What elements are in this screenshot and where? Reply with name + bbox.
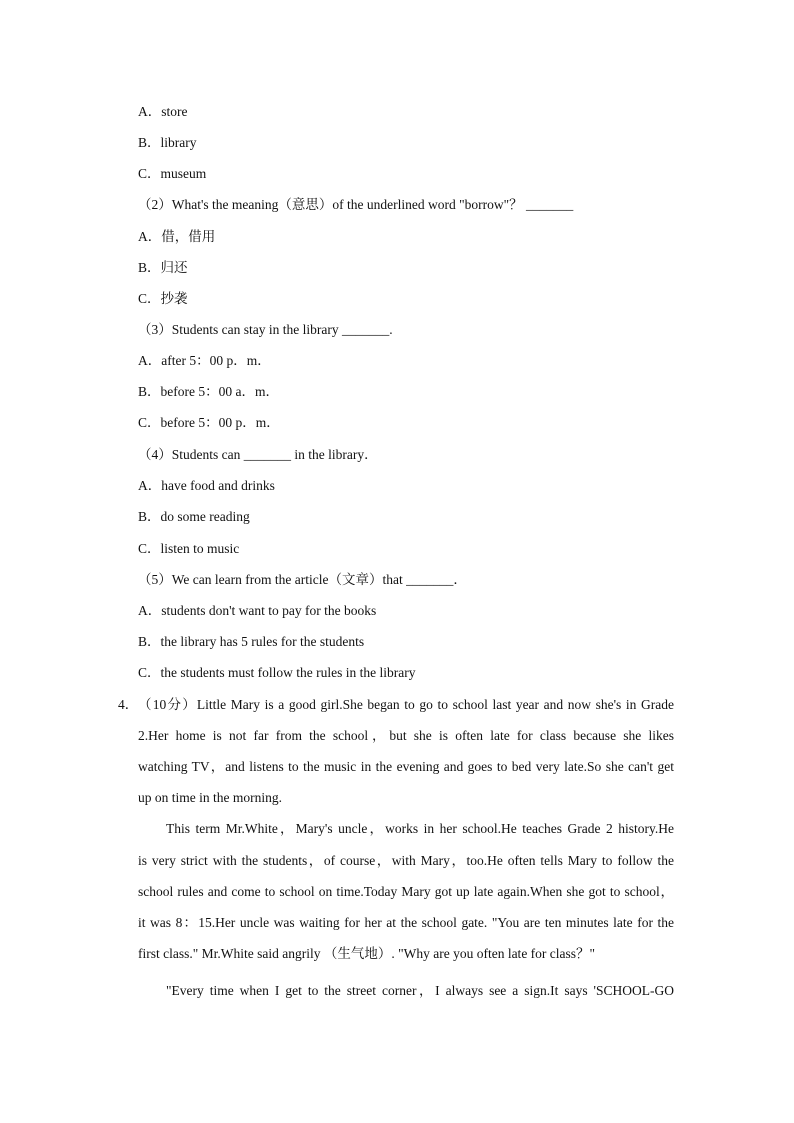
question-number: 4． <box>118 697 139 712</box>
option-3c: C．before 5：00 p．m． <box>138 415 280 430</box>
option-3b: B．before 5：00 a．m． <box>138 384 279 399</box>
passage-line: up on time in the morning. <box>138 790 282 805</box>
passage-line: 2.Her home is not far from the school，but she is often late for class because she likes <box>138 728 674 743</box>
option-5c: C．the students must follow the rules in the library <box>138 665 416 680</box>
passage-line: school rules and come to school on time.Today Mary got up late again.When she got to school， <box>138 884 674 899</box>
question-4-stem: （4）Students can _______ in the library． <box>138 447 378 462</box>
option-1a: A．store <box>138 104 188 119</box>
option-4b: B．do some reading <box>138 509 250 524</box>
passage-line: is very strict with the students，of course，with Mary，too.He often tells Mary to follow the <box>138 853 674 868</box>
passage-line: This term Mr.White，Mary's uncle，works in her school.He teaches Grade 2 history.He <box>166 821 674 836</box>
option-2c: C．抄袭 <box>138 291 188 306</box>
passage-line: （10分）Little Mary is a good girl.She began to go to school last year and now she's in Grade <box>138 697 674 712</box>
question-2-stem: （2）What's the meaning（意思）of the underlined word "borrow"？ _______ <box>138 197 574 212</box>
option-1b: B．library <box>138 135 197 150</box>
passage-line: watching TV，and listens to the music in the evening and goes to bed very late.So she can't get <box>138 759 674 774</box>
question-3-stem: （3）Students can stay in the library _______. <box>138 322 393 337</box>
option-2b: B．归还 <box>138 260 188 275</box>
option-1c: C．museum <box>138 166 207 181</box>
option-5a: A．students don't want to pay for the books <box>138 603 377 618</box>
option-5b: B．the library has 5 rules for the students <box>138 634 365 649</box>
passage-line: first class." Mr.White said angrily （生气地）. "Why are you often late for class？" <box>138 946 596 961</box>
passage-line: it was 8：15.Her uncle was waiting for her at the school gate. "You are ten minutes late for the <box>138 915 674 930</box>
option-4c: C．listen to music <box>138 541 240 556</box>
option-3a: A．after 5：00 p．m． <box>138 353 271 368</box>
question-5-stem: （5）We can learn from the article（文章）that _______． <box>138 572 467 587</box>
passage-line: "Every time when I get to the street corner，I always see a sign.It says 'SCHOOL-GO <box>166 983 674 998</box>
option-2a: A．借，借用 <box>138 229 216 244</box>
option-4a: A．have food and drinks <box>138 478 275 493</box>
